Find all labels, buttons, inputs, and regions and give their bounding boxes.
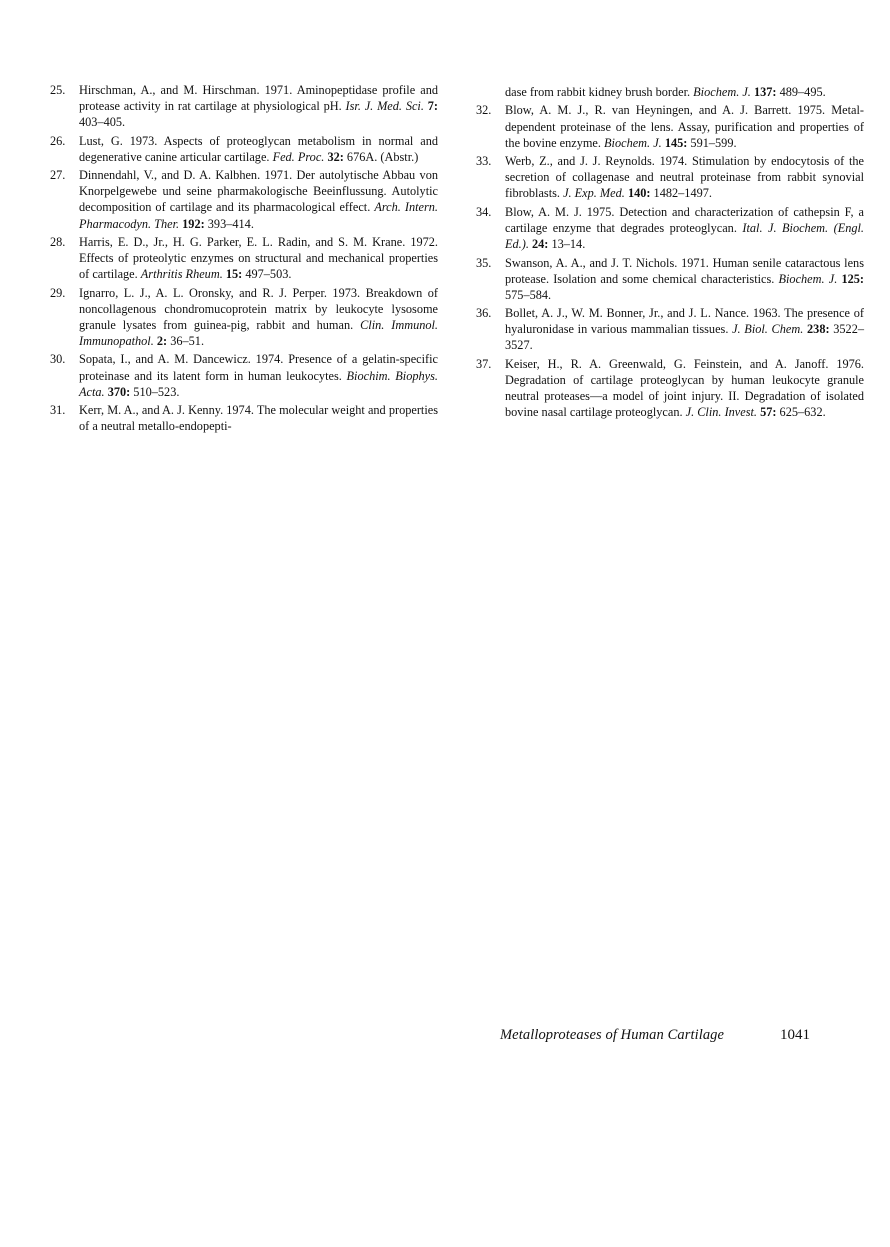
reference-number: 37. (476, 356, 492, 371)
page-footer (500, 1027, 840, 1044)
reference-text: 510–523. (130, 384, 180, 399)
reference-number: 32. (476, 103, 492, 118)
reference-entry (50, 167, 438, 231)
reference-text: Hirschman, A., and M. Hirschman. 1971. Aminopeptidase profile and protease activity in rat cartilage at physiological pH. (79, 83, 438, 114)
reference-entry (476, 102, 864, 150)
volume-number: 370: (107, 384, 131, 399)
reference-text: 497–503. (242, 267, 292, 282)
reference-number: 29. (50, 285, 66, 300)
reference-text: 489–495. (776, 85, 826, 99)
reference-number: 36. (476, 306, 492, 321)
reference-text: Swanson, A. A., and J. T. Nichols. 1971. Human senile cataractous lens protease. Isolation and some chemical characteristics. (505, 255, 864, 286)
reference-text: Lust, G. 1973. Aspects of proteoglycan metabolism in normal and degenerative canine articular cartilage. (79, 133, 438, 164)
volume-number: 32: (327, 149, 344, 164)
journal-name: J. Exp. Med. (563, 186, 625, 201)
journal-name: J. Biol. Chem. (732, 322, 804, 337)
volume-number: 15: (225, 267, 243, 282)
reference-text: Blow, A. M. J. 1975. Detection and characterization of cathepsin F, a cartilage enzyme that degrades proteoglycan. (505, 204, 864, 235)
reference-number: 27. (50, 168, 66, 183)
reference-text: 36–51. (167, 333, 205, 348)
reference-text: 1482–1497. (650, 186, 712, 201)
journal-name: Clin. Immunol. Immunopathol. (79, 317, 439, 348)
reference-number: 31. (50, 403, 66, 418)
reference-text: 575–584. (505, 287, 552, 302)
reference-text: 3522–3527. (505, 322, 864, 353)
reference-number: 26. (50, 133, 66, 148)
references-right-column (476, 84, 864, 423)
references-left-column (50, 82, 438, 437)
volume-number: 137: (753, 85, 777, 99)
reference-text: dase from rabbit kidney brush border. (505, 85, 694, 99)
reference-entry (50, 402, 438, 434)
journal-name: Biochem. J. (693, 85, 751, 99)
volume-number: 238: (807, 322, 830, 337)
reference-text: Kerr, M. A., and A. J. Kenny. 1974. The molecular weight and properties of a neutral metallo-endopepti- (79, 403, 438, 434)
reference-entry (476, 153, 864, 201)
volume-number: 145: (664, 135, 688, 150)
reference-number: 33. (476, 154, 492, 169)
running-title: Metalloproteases of Human Cartilage (500, 1027, 725, 1043)
journal-name: Arch. Intern. Pharmacodyn. Ther. (79, 200, 438, 231)
reference-text: 13–14. (548, 237, 586, 252)
reference-entry (476, 356, 864, 420)
volume-number: 125: (841, 271, 864, 286)
reference-text: Werb, Z., and J. J. Reynolds. 1974. Stimulation by endocytosis of the secretion of collagenase and neutral proteinase from rabbit synovial fibroblasts. (505, 154, 864, 201)
reference-number: 35. (476, 255, 492, 270)
reference-text: Bollet, A. J., W. M. Bonner, Jr., and J. L. Nance. 1963. The presence of hyaluronidase in various mammalian tissues. (505, 306, 864, 337)
reference-text: Blow, A. M. J., R. van Heyningen, and A. J. Barrett. 1975. Metal-dependent proteinase of the lens. Assay, purification and properties of the bovine enzyme. (505, 103, 864, 150)
reference-entry (50, 133, 438, 165)
reference-entry (50, 351, 438, 399)
reference-entry (476, 204, 864, 252)
reference-text: Keiser, H., R. A. Greenwald, G. Feinstein, and A. Janoff. 1976. Degradation of cartilage proteoglycan by human leukocyte granule neutral proteases—a model of joint injury. II. Degradation of isolated bovine nasal cartilage proteoglycan. (505, 356, 864, 420)
reference-text: Dinnendahl, V., and D. A. Kalbhen. 1971. Der autolytische Abbau von Knorpelgewebe und seine pharmakologische Beeinflussung. Autolytic decomposition of cartilage and its pharmacological effect. (79, 168, 438, 215)
volume-number: 192: (182, 216, 205, 231)
reference-text: Harris, E. D., Jr., H. G. Parker, E. L. Radin, and S. M. Krane. 1972. Effects of proteolytic enzymes on structural and mechanical properties of cartilage. (79, 235, 438, 282)
reference-number: 28. (50, 235, 66, 250)
volume-number: 24: (531, 237, 549, 252)
reference-entry (50, 234, 438, 282)
reference-entry (476, 305, 864, 353)
volume-number: 140: (627, 186, 651, 201)
journal-name: Biochem. J. (778, 271, 838, 286)
journal-name: Biochim. Biophys. Acta. (79, 368, 438, 399)
reference-number: 30. (50, 352, 66, 367)
page-number: 1041 (780, 1027, 810, 1043)
reference-text: 403–405. (79, 115, 126, 130)
reference-text: Sopata, I., and A. M. Dancewicz. 1974. Presence of a gelatin-specific proteinase and its latent form in human leukocytes. (79, 352, 438, 383)
journal-name: J. Clin. Invest. (685, 405, 757, 420)
volume-number: 57: (760, 405, 777, 420)
reference-text: 393–414. (204, 216, 254, 231)
reference-text: 676A. (Abstr.) (343, 149, 419, 164)
journal-name: Isr. J. Med. Sci. (345, 99, 424, 114)
reference-continuation (505, 84, 864, 100)
journal-name: Arthritis Rheum. (140, 267, 223, 282)
journal-name: Fed. Proc. (272, 149, 325, 164)
volume-number: 2: (156, 333, 168, 348)
reference-text: 591–599. (687, 135, 737, 150)
reference-number: 34. (476, 204, 492, 219)
journal-name: Biochem. J. (604, 135, 662, 150)
reference-text: 625–632. (776, 405, 826, 420)
volume-number: 7: (427, 99, 438, 114)
journal-name: Ital. J. Biochem. (Engl. Ed.). (505, 220, 864, 252)
reference-entry (476, 255, 864, 303)
reference-text: Ignarro, L. J., A. L. Oronsky, and R. J. Perper. 1973. Breakdown of noncollagenous chondromucoprotein matrix by leukocyte lysosome granule lysates from guinea-pig, rabbit and human. (79, 285, 438, 332)
reference-entry (50, 82, 438, 130)
reference-entry (50, 285, 438, 349)
reference-number: 25. (50, 83, 66, 97)
